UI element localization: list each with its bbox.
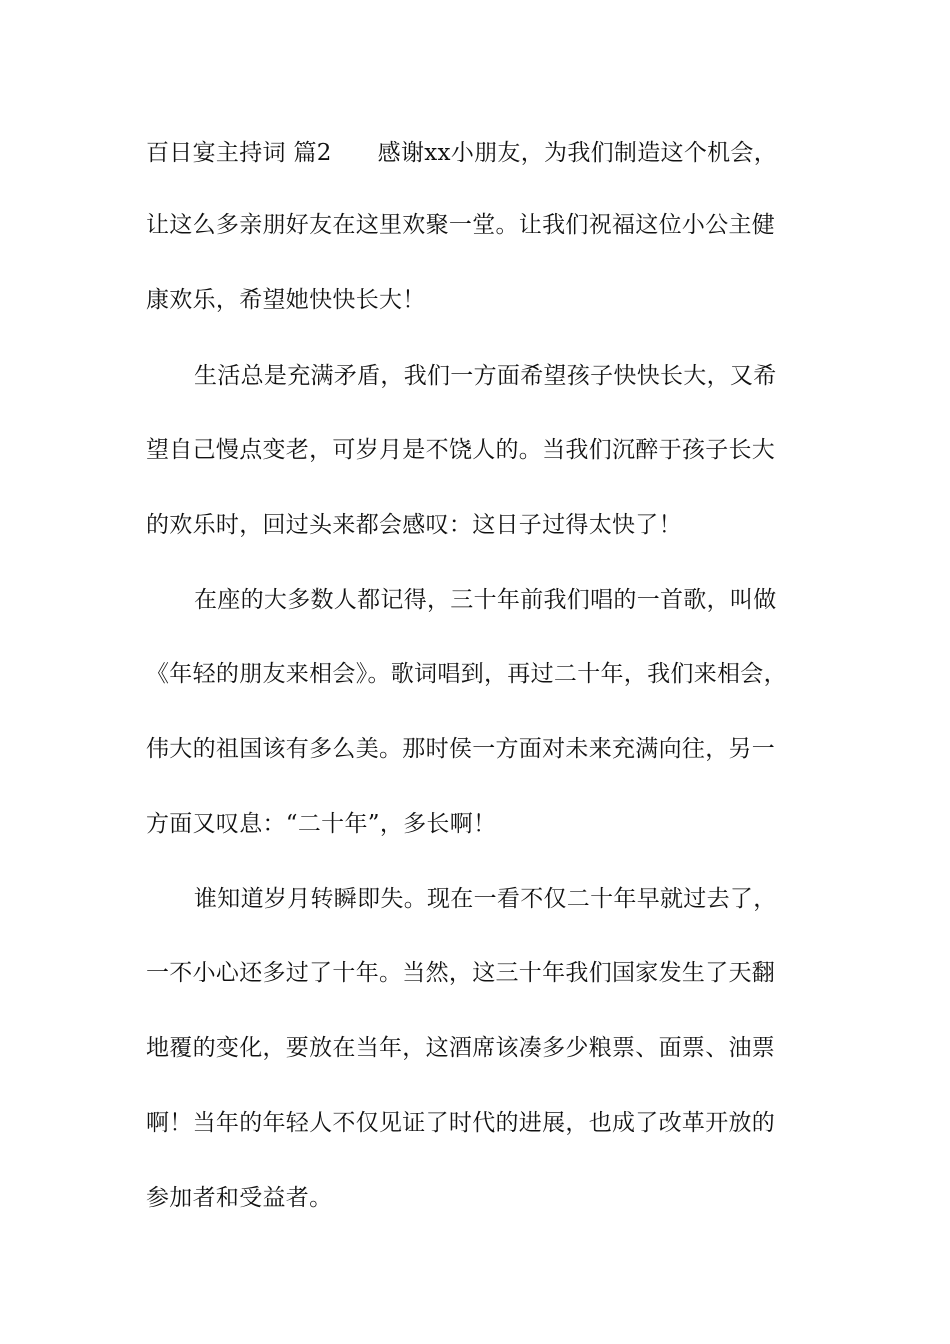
text-line: 伟大的祖国该有多么美。那时侯一方面对未来充满向往，另一 [146,736,776,762]
text-line: 望自己慢点变老，可岁月是不饶人的。当我们沉醉于孩子长大 [146,437,776,463]
section-label: 篇2 [293,140,332,166]
text-line: 《年轻的朋友来相会》。歌词唱到，再过二十年，我们来相会， [146,661,787,687]
first-line [146,138,836,168]
document-title: 百日宴主持词 [146,140,286,166]
first-line-text: 感谢xx小朋友，为我们制造这个机会， [377,140,778,166]
text-line: 在座的大多数人都记得，三十年前我们唱的一首歌，叫做 [194,587,777,613]
text-line: 的欢乐时，回过头来都会感叹：这日子过得太快了！ [146,512,682,538]
text-line: 谁知道岁月转瞬即失。现在一看不仅二十年早就过去了， [194,886,777,912]
text-line: 一不小心还多过了十年。当然，这三十年我们国家发生了天翻 [146,960,776,986]
text-line: 生活总是充满矛盾，我们一方面希望孩子快快长大，又希 [194,363,777,389]
text-line: 啊！当年的年轻人不仅见证了时代的进展，也成了改革开放的 [146,1110,776,1136]
text-line: 让这么多亲朋好友在这里欢聚一堂。让我们祝福这位小公主健 [146,212,776,238]
text-line: 地覆的变化，要放在当年，这酒席该凑多少粮票、面票、油票 [146,1035,776,1061]
text-line: 康欢乐，希望她快快长大！ [146,287,426,313]
text-line: 参加者和受益者。 [146,1185,333,1211]
text-line: 方面又叹息：“二十年”，多长啊！ [146,811,497,837]
